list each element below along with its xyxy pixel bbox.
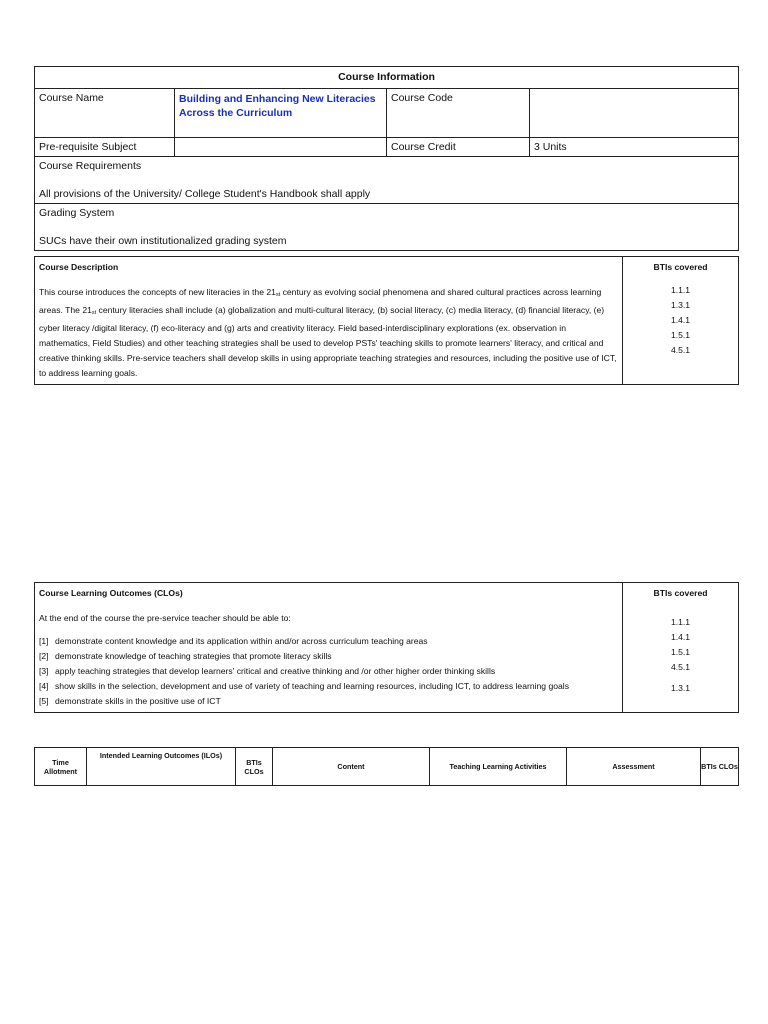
course-description-btis-cell — [623, 257, 739, 385]
clo-item: [3] apply teaching strategies that develop learners' critical and creative thinking and /or other higher order thinking skills — [39, 666, 496, 676]
ilos-header: Intended Learning Outcomes (ILOs) — [87, 748, 236, 786]
prerequisite-value — [175, 138, 387, 157]
btis-item: 4.5.1 — [670, 662, 691, 672]
clo-btis-list-2 — [623, 681, 738, 696]
clo-btis-cell — [623, 583, 739, 713]
btis-item: 1.4.1 — [670, 315, 691, 325]
btis-covered-label: BTIs covered — [653, 588, 708, 598]
course-requirements-cell — [35, 157, 739, 204]
btis-clos-header: BTIs CLOs — [236, 748, 273, 786]
course-requirements-text: All provisions of the University/ College Student's Handbook shall apply — [39, 188, 371, 200]
course-information-title: Course Information — [35, 67, 739, 89]
btis-item: 1.5.1 — [670, 647, 691, 657]
assessment-header: Assessment — [567, 748, 701, 786]
grading-system-label: Grading System — [39, 207, 115, 219]
grading-system-text: SUCs have their own institutionalized grading system — [39, 235, 287, 247]
grading-system-cell — [35, 204, 739, 251]
clo-item: [5] demonstrate skills in the positive use of ICT — [39, 696, 221, 706]
clo-btis-list — [623, 615, 738, 675]
course-name-label: Course Name — [35, 89, 175, 138]
learning-plan-header-table — [34, 747, 739, 786]
clo-item: [4] show skills in the selection, development and use of variety of teaching and learning resources, including ICT, to address learning goals — [39, 681, 570, 691]
course-name-value: Building and Enhancing New Literacies Across the Curriculum — [175, 89, 387, 138]
course-information-table — [34, 66, 739, 251]
btis-item: 1.5.1 — [670, 330, 691, 340]
btis-covered-label: BTIs covered — [653, 262, 708, 272]
btis-item: 1.1.1 — [670, 617, 691, 627]
btis-item: 1.4.1 — [670, 632, 691, 642]
clo-heading: Course Learning Outcomes (CLOs) — [39, 588, 183, 598]
course-description-cell — [35, 257, 623, 385]
clo-item: [2] demonstrate knowledge of teaching strategies that promote literacy skills — [39, 651, 332, 661]
btis-item: 1.3.1 — [670, 683, 691, 693]
course-code-value — [530, 89, 739, 138]
btis-clos-header-2: BTIs CLOs — [701, 748, 739, 786]
course-description-table — [34, 256, 739, 385]
course-description-text: This course introduces the concepts of new literacies in the $21_{st}$ century as evolving social phenomena and shared cultural practices across learning areas. The $21_{st}$ century literacies shall include (a) globalization and multi-cultural literacy, (b) social literacy, (c) media literacy, (d) financial literacy, (e) cyber literacy /digital literacy, (f) eco-literacy and (g) arts and creativity literacy. Field based-interdisciplinary explorations (ex. observation in mathematics, Field Studies) and other teaching strategies shall be used to develop PSTs' teaching skills to promote learners' literacy, and critical and creative thinking skills. Pre-service teachers shall develop skills in using appropriate teaching strategies and resources, including the positive use of ICT, to address learning goals. — [39, 287, 617, 378]
clo-cell — [35, 583, 623, 713]
time-allotment-header: Time Allotment — [35, 748, 87, 786]
clo-item: [1] demonstrate content knowledge and its application within and/or across curriculum teaching areas — [39, 636, 428, 646]
prerequisite-label: Pre-requisite Subject — [35, 138, 175, 157]
clo-intro: At the end of the course the pre-service teacher should be able to: — [39, 613, 291, 623]
btis-item: 1.1.1 — [670, 285, 691, 295]
content-header: Content — [273, 748, 430, 786]
course-code-label: Course Code — [387, 89, 530, 138]
btis-item: 4.5.1 — [670, 345, 691, 355]
course-requirements-label: Course Requirements — [39, 160, 142, 172]
course-credit-label: Course Credit — [387, 138, 530, 157]
course-credit-value: 3 Units — [530, 138, 739, 157]
course-learning-outcomes-table — [34, 582, 739, 713]
course-description-heading: Course Description — [39, 262, 119, 272]
btis-list — [623, 283, 738, 358]
teaching-learning-activities-header: Teaching Learning Activities — [430, 748, 567, 786]
clo-list — [39, 634, 618, 709]
btis-item: 1.3.1 — [670, 300, 691, 310]
